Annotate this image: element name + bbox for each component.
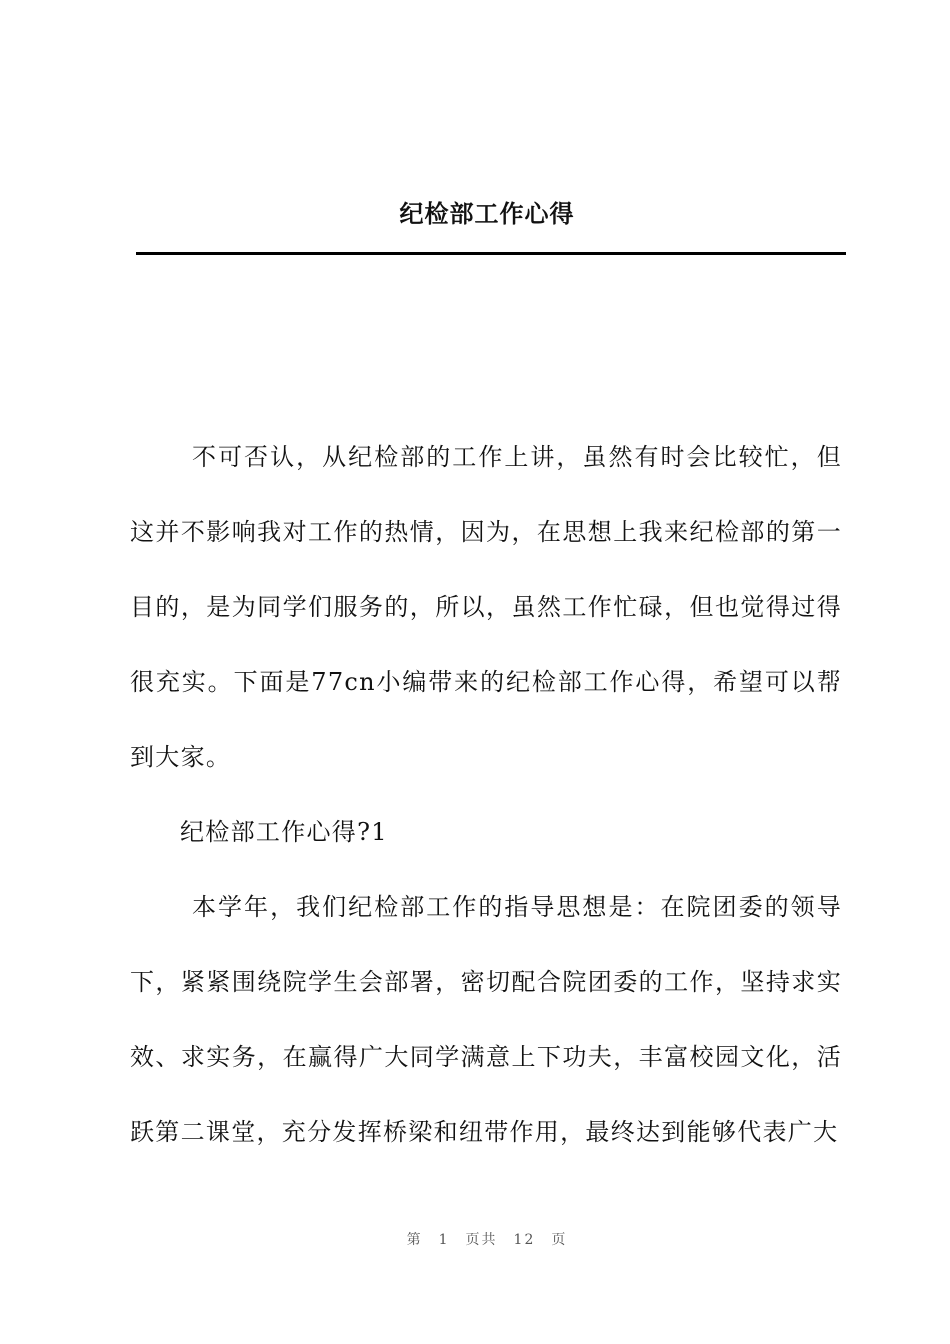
section-heading: 纪检部工作心得?1 [180,818,388,846]
footer-current-page: 1 [438,1232,450,1248]
document-title: 纪检部工作心得 [399,200,575,228]
title-underline-rule [136,252,846,255]
document-body [130,420,842,1170]
footer-middle: 页共 [465,1232,498,1248]
footer-total-pages: 12 [513,1232,536,1248]
footer-suffix: 页 [551,1232,568,1248]
body-paragraph: 本学年，我们纪检部工作的指导思想是：在院团委的领导下，紧紧围绕院学生会部署，密切配合院团委的工作，坚持求实效、求实务，在赢得广大同学满意上下功夫，丰富校园文化，活跃第二课堂，充分发挥桥梁和纽带作用，最终达到能够代表广大 [130,893,842,1146]
intro-paragraph: 不可否认，从纪检部的工作上讲，虽然有时会比较忙，但这并不影响我对工作的热情，因为，在思想上我来纪检部的第一目的，是为同学们服务的，所以，虽然工作忙碌，但也觉得过得很充实。下面是77cn小编带来的纪检部工作心得，希望可以帮到大家。 [130,443,842,771]
page-number-footer [0,1228,950,1252]
footer-prefix: 第 [406,1232,423,1248]
